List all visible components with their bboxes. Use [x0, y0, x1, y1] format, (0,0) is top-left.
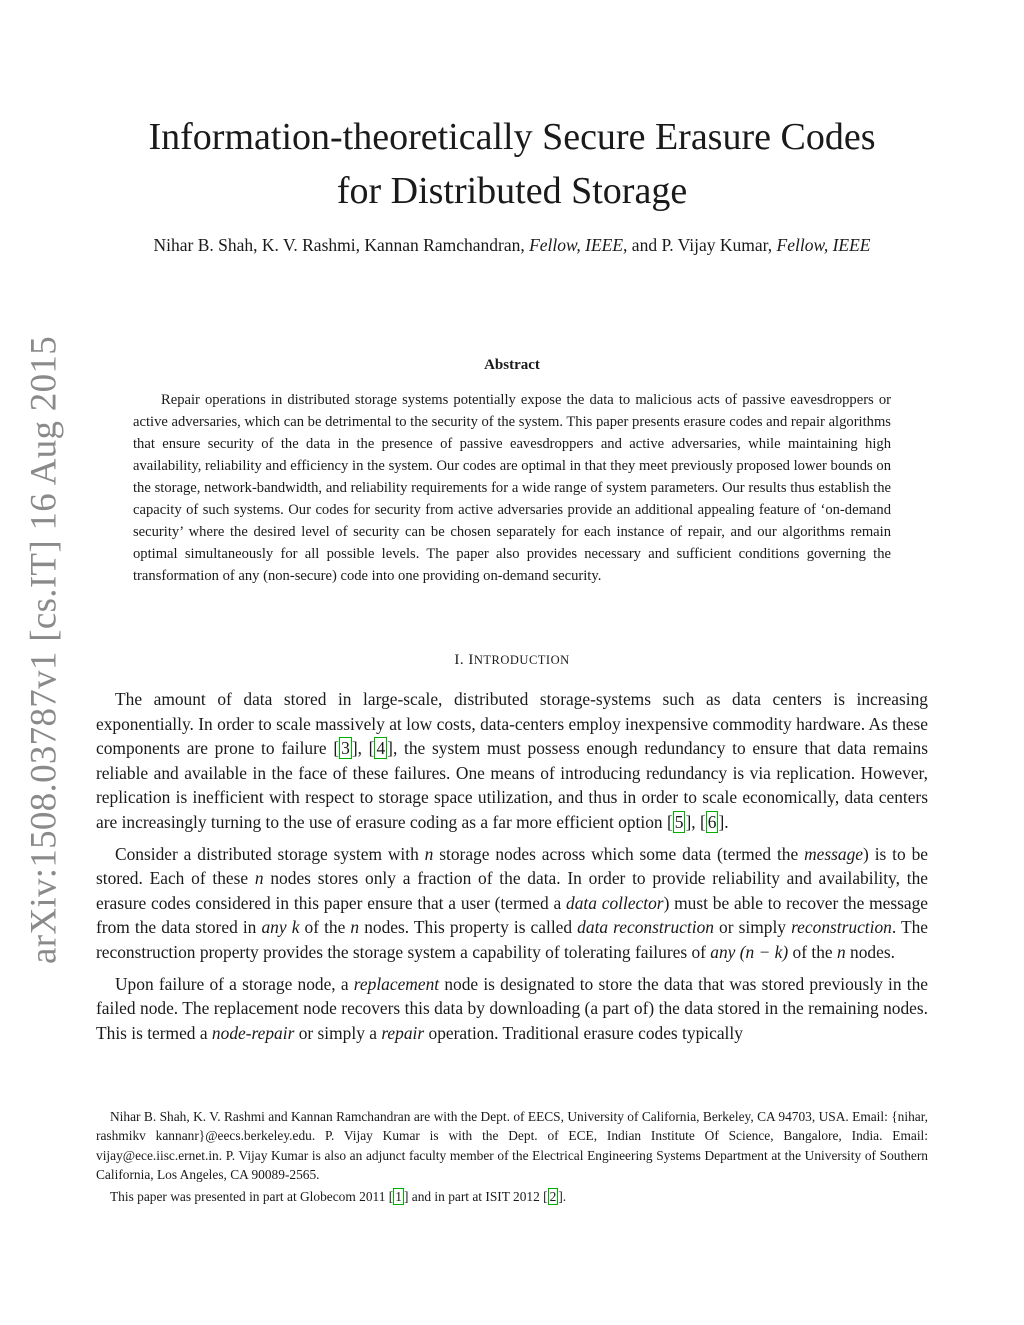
- author-list: [110, 232, 914, 258]
- body-text: [96, 687, 928, 1052]
- title-line-2: for Distributed Storage: [336, 170, 688, 212]
- citation-link[interactable]: 6: [707, 811, 717, 832]
- math-variable: k: [291, 917, 300, 938]
- emphasis: data collector: [566, 892, 664, 913]
- footnotes: [96, 1107, 928, 1206]
- text-run: of the: [299, 917, 351, 938]
- abstract-text: Repair operations in distributed storage systems potentially expose the data to malicious acts of passive eavesdroppers or active adversaries, which can be detrimental to the security of the system. This paper presents erasure codes and repair algorithms that ensure security of the data in the presence of passive eavesdroppers and active adversaries, while maintaining high availability, reliability and efficiency in the system. Our codes are optimal in that they meet previously proposed lower bounds on the storage, network-bandwidth, and reliability requirements for a wide range of system parameters. Our results thus establish the capacity of such systems. Our codes for security from active adversaries provide an additional appealing feature of ‘on-demand security’ where the desired level of security can be chosen separately for each instance of repair, and our algorithms remain optimal simultaneously for all possible levels. The paper also provides necessary and sufficient conditions governing the transformation of any (non-secure) code into one providing on-demand security.: [133, 392, 891, 584]
- text-run: or simply a: [294, 1022, 382, 1043]
- math-variable: n: [350, 917, 360, 938]
- citation-link[interactable]: 1: [395, 1189, 402, 1205]
- emphasis: message: [804, 843, 864, 864]
- author-names-2: , and P. Vijay Kumar,: [623, 235, 777, 255]
- author-names-1: Nihar B. Shah, K. V. Rashmi, Kannan Ramchandran,: [153, 235, 530, 255]
- emphasis: node-repair: [211, 1022, 295, 1043]
- text-run: nodes.: [845, 941, 895, 962]
- citation-link[interactable]: 5: [674, 811, 684, 832]
- footnote-presentation: This paper was presented in part at Globecom 2011 [ 1 ] and in part at ISIT 2012 [ 2 ].: [110, 1189, 567, 1205]
- text-run: Consider a distributed storage system with: [115, 843, 425, 864]
- text-run: .: [724, 811, 729, 832]
- math-variable: n: [254, 868, 264, 889]
- text-run: .: [562, 1189, 567, 1205]
- arxiv-stamp: arXiv:1508.03787v1 [cs.IT] 16 Aug 2015: [23, 336, 65, 964]
- emphasis: data reconstruction: [577, 917, 714, 938]
- text-run: nodes stores only a fraction of the data. In order to provide reliability and availability, the erasure codes considered in this paper ensure that a user (termed a: [96, 868, 928, 913]
- math-variable: n: [836, 941, 846, 962]
- text-run: Upon failure of a storage node, a: [115, 973, 354, 994]
- section-number: I.: [454, 652, 469, 668]
- math-expression: (n − k): [739, 941, 789, 962]
- text-run: and in part at ISIT 2012: [408, 1189, 544, 1205]
- emphasis: repair: [381, 1022, 425, 1043]
- text-run: or simply: [713, 917, 792, 938]
- section-title-initial: I: [468, 652, 474, 668]
- text-run: This paper was presented in part at Globecom 2011: [110, 1189, 389, 1205]
- text-run: of the: [788, 941, 837, 962]
- paragraph-1: The amount of data stored in large-scale, distributed storage-systems such as data centers is increasing exponentially. In order to scale massively at low costs, data-centers employ inexpensive commodity hardware. As these components are prone to failure [ 3 ], [ 4 ], the system must possess enough redundancy to ensure that data remains reliable and available in the face of these failures. One means of introducing redundancy is via replication. However, replication is inefficient with respect to storage space utilization, and thus in order to scale economically, data centers are increasingly turning to the use of erasure coding as a far more efficient option [ 5 ], [ 6 ].: [96, 689, 928, 832]
- emphasis: reconstruction: [791, 917, 892, 938]
- citation-link[interactable]: 4: [376, 738, 386, 759]
- footnote-affiliations: Nihar B. Shah, K. V. Rashmi and Kannan Ramchandran are with the Dept. of EECS, University of California, Berkeley, CA 94703, USA. Email: {nihar, rashmikv kannanr}@eecs.berkeley.edu. P. Vijay Kumar is with the Dept. of ECE, Indian Institute Of Science, Bangalore, India. Email: vijay@ece.iisc.ernet.in. P. Vijay Kumar is also an adjunct faculty member of the Electrical Engineering Systems Department at the University of Southern California, Los Angeles, CA 90089-2565.: [96, 1109, 928, 1182]
- text-run: node is designated to store the data that was stored previously in the failed node. The replacement node recovers this data by downloading (a part of) the data stored in the remaining nodes. This is termed a: [96, 973, 928, 1043]
- author-fellow-1: Fellow, IEEE: [529, 235, 624, 255]
- text-run: . The reconstruction property provides the storage system a capability of tolerating failures of: [96, 917, 929, 962]
- citation-link[interactable]: 3: [341, 738, 350, 759]
- paragraph-2: [96, 842, 928, 965]
- text-run: storage nodes across which some data (termed the: [433, 843, 805, 864]
- text-run: operation. Traditional erasure codes typically: [424, 1022, 743, 1043]
- author-fellow-2: Fellow, IEEE: [776, 235, 871, 255]
- text-run: ) must be able to recover the message from the data stored in: [96, 892, 929, 938]
- emphasis: any: [710, 941, 736, 962]
- emphasis: replacement: [353, 973, 440, 994]
- text-run: The amount of data stored in large-scale, distributed storage-systems such as data centers is increasing exponentially. In order to scale massively at low costs, data-centers employ inexpensive commodity hardware. As these components are prone to failure: [96, 689, 928, 759]
- section-title-rest: NTRODUCTION: [473, 653, 570, 667]
- text-run: , the system must possess enough redundancy to ensure that data remains reliable and available in the face of these failures. One means of introducing redundancy is via replication. However, replication is inefficient with respect to storage space utilization, and thus in order to scale economically, data centers are increasingly turning to the use of erasure coding as a far more efficient option: [96, 738, 928, 832]
- math-variable: n: [424, 843, 434, 864]
- citation-link[interactable]: 2: [549, 1189, 557, 1205]
- emphasis: any: [261, 917, 287, 938]
- abstract-heading: Abstract: [484, 357, 540, 373]
- paper-title: [96, 110, 928, 218]
- title-line-1: Information-theoretically Secure Erasure Codes: [148, 116, 876, 158]
- section-heading: [96, 652, 928, 669]
- text-run: nodes. This property is called: [359, 917, 578, 938]
- text-run: ) is to be stored. Each of these: [96, 843, 929, 889]
- paragraph-3: [96, 972, 928, 1046]
